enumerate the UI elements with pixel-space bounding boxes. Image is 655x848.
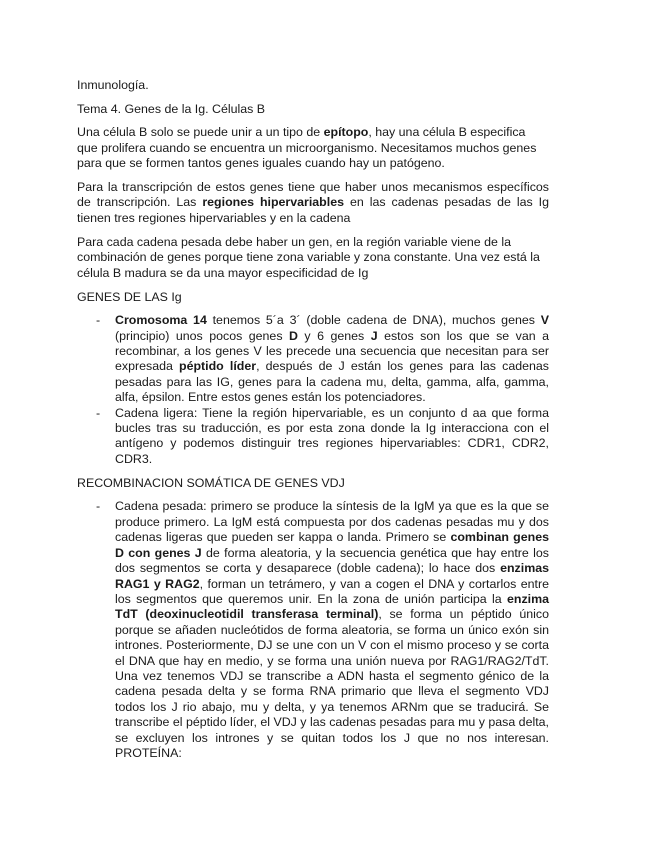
document-page — [77, 78, 549, 770]
section-heading-genes: GENES DE LAS Ig — [77, 289, 182, 304]
section-heading-recombination: RECOMBINACION SOMÁTICA DE GENES VDJ — [77, 475, 345, 490]
topic-title: Tema 4. Genes de la Ig. Células B — [77, 101, 266, 116]
paragraph-transcription: Para la transcripción de estos genes tiene que haber unos mecanismos específicos de transcripción. Las regiones hipervariables en las cadenas pesadas de las Ig tienen tres regiones hipervariables y en la cadena — [77, 180, 549, 225]
list-item-heavy-chain: - Cadena pesada: primero se produce la síntesis de la IgM ya que es la que se produce primero. La IgM está compuesta por dos cadenas pesadas mu y dos cadenas ligeras que pueden ser kappa o landa. Primero se combinan genes D con genes J de forma aleatoria, y la secuencia genética que hay entre los dos segmentos se corta y desaparece (doble cadena); lo hace dos enzimas RAG1 y RAG2, forman un tetrámero, y van a cogen el DNA y cortarlos entre los segmentos que queremos unir. En la zona de unión participa la enzima TdT (deoxinucleotidil transferasa terminal), se forma un péptido único porque se añaden nucleótidos de forma aleatoria, se forma un único exón sin intrones. Posteriormente, DJ se une con un V con el mismo proceso y se corta el DNA que hay en medio, y se forma una unión nueva por RAG1/RAG2/TdT. Una vez tenemos VDJ se transcribe a ADN hasta el segmento génico de la cadena pesada delta y se forma RNA primario que lleva el segmento VDJ todos los J rio abajo, mu y delta, y ya tenemos ARNm que se traducirá. Se transcribe el péptido líder, el VDJ y las cadenas pesadas para mu y pasa delta, se excluyen los intrones y se quitan todos los J que no nos interesan. PROTEÍNA: — [77, 499, 549, 761]
list-item-chromosome-14: - Cromosoma 14 tenemos 5´a 3´ (doble cadena de DNA), muchos genes V (principio) unos pocos genes D y 6 genes J estos son los que se van a recombinar, a los genes V les precede una secuencia que necesitan para ser expresada péptido líder, después de J están los genes para las cadenas pesadas para las IG, genes para la cadena mu, delta, gamma, alfa, gamma, alfa, épsilon. Entre estos genes están los potenciadores. — [77, 313, 549, 405]
recombination-list — [77, 499, 549, 761]
paragraph-heavy-chain: Para cada cadena pesada debe haber un gen, en la región variable viene de la combinación de genes porque tiene zona variable y zona constante. Una vez está la célula B madura se da una mayor especificidad de Ig — [77, 234, 540, 280]
genes-list — [77, 313, 549, 467]
paragraph-epitope: Una célula B solo se puede unir a un tipo de epítopo, hay una célula B especifica que prolifera cuando se encuentra un microorganismo. Necesitamos muchos genes para que se formen tantos genes iguales cuando hay un patógeno. — [77, 125, 537, 170]
course-title: Inmunología. — [77, 78, 149, 92]
list-item-light-chain: - Cadena ligera: Tiene la región hipervariable, es un conjunto d aa que forma bucles tras su traducción, es por esta zona donde la Ig interacciona con el antígeno y podemos distinguir tres regiones hipervariables: CDR1, CDR2, CDR3. — [77, 406, 549, 468]
